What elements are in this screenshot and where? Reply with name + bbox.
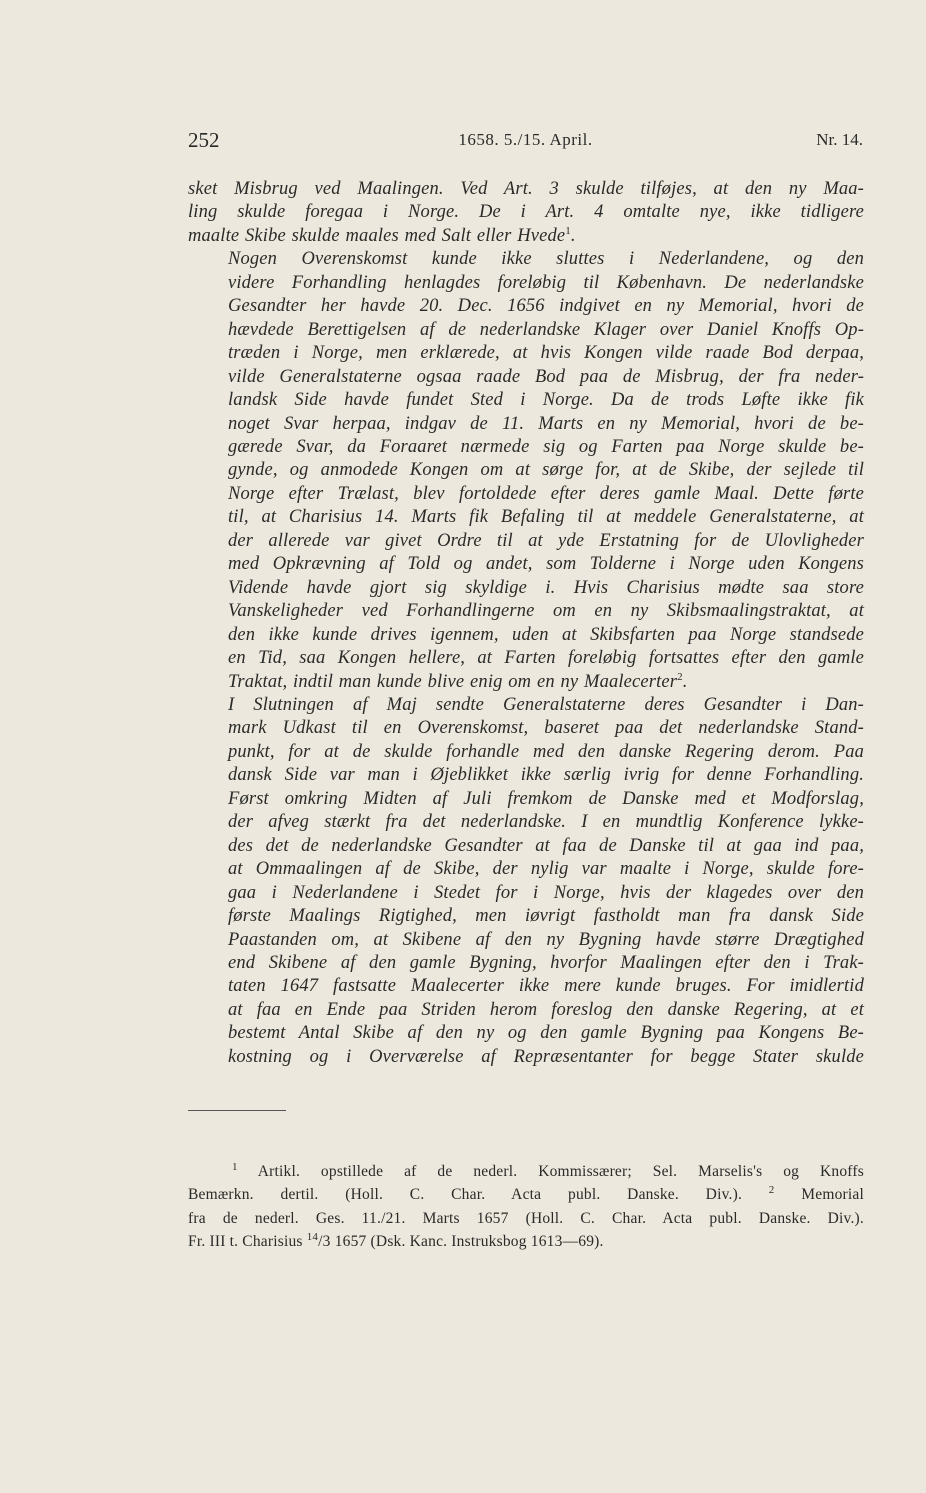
paragraph-3 [188,694,864,1069]
footnote-text: Artikl. opstillede af de nederl. Kommissærer; Sel. Marselis's og Knoffs [257,1163,864,1180]
paragraph-1 [188,178,864,248]
text-line: Vidende havde gjort sig skyldige i. Hvis Charisius mødte saa store [228,577,864,598]
text-line: gaa i Nederlandene i Stedet for i Norge, hvis der klagedes over den [228,882,864,903]
date-fraction-superscript: 14 [306,1231,319,1244]
text-line: første Maalings Rigtighed, men iøvrigt fastholdt man fra dansk Side [228,906,864,927]
text-line: videre Forhandling henlagdes foreløbig til København. De nederlandske [228,272,864,293]
punctuation: . [570,225,576,246]
text-line: hævdede Berettigelsen af de nederlandske Klager over Daniel Knoffs Op- [228,319,864,340]
text-line: Først omkring Midten af Juli fremkom de Danske med et Modforslag, [228,788,864,809]
footnote-line: fra de nederl. Ges. 11./21. Marts 1657 (Holl. C. Char. Acta publ. Danske. Div.). [188,1209,864,1227]
text-line: den ikke kunde drives igennem, uden at Skibsfarten paa Norge standsede [228,624,864,645]
footnote-text: Memorial [801,1186,864,1204]
text-line: Gesandter her havde 20. Dec. 1656 indgivet en ny Memorial, hvori de [228,296,864,317]
text-line: noget Svar herpaa, indgav de 11. Marts en ny Memorial, hvori de be- [228,413,864,434]
text-line: punkt, for at de skulde forhandle med den danske Regering derom. Paa [228,741,864,762]
text-line-with-footnote [188,671,864,694]
text-line: ling skulde foregaa i Norge. De i Art. 4 omtalte nye, ikke tidligere [188,202,864,223]
footnote-marker-2: 2 [768,1184,775,1197]
footnote-marker-1: 1 [232,1160,238,1173]
text-line: mark Udkast til en Overenskomst, baseret paa det nederlandske Stand- [228,718,864,739]
page-date: 1658. 5./15. April. [458,130,593,149]
footnote-reference-1: 1 [565,224,571,237]
text-line: landsk Side havde fundet Sted i Norge. Da de trods Løfte ikke fik [228,390,864,411]
footnote-text: Fr. III t. Charisius [188,1233,303,1251]
text-line: træden i Norge, men erklærede, at hvis Kongen vilde raade Bod derpaa, [228,343,864,364]
punctuation: . [682,671,688,692]
text-line: der afveg stærkt fra det nederlandske. I en mundtlig Konference lykke- [228,812,864,833]
footnote-text: Bemærkn. dertil. (Holl. C. Char. Acta publ. Danske. Div.). [188,1186,743,1204]
text-line: kostning og i Overværelse af Repræsentanter for begge Stater skulde [228,1046,864,1067]
text-line: sket Misbrug ved Maalingen. Ved Art. 3 skulde tilføjes, at den ny Maa- [188,179,864,199]
footnote-reference-2: 2 [677,670,683,683]
text-line: bestemt Antal Skibe af den ny og den gamle Bygning paa Kongens Be- [228,1023,864,1044]
text-line: der allerede var givet Ordre til at yde Erstatning for de Ulovligheder [228,530,864,551]
text-line: en Tid, saa Kongen hellere, at Farten foreløbig fortsattes efter den gamle [228,648,864,669]
text-line: Vanskeligheder ved Forhandlingerne om en ny Skibsmaalingstraktat, at [228,601,864,622]
footnote-line [188,1183,864,1206]
footnote-line [188,1230,864,1253]
text-line: dansk Side var man i Øjeblikket ikke særlig ivrig for denne Forhandling. [228,765,864,786]
main-text [188,178,864,1069]
text-line: end Skibene af den gamle Bygning, hvorfor Maalingen efter den i Trak- [228,952,864,973]
date-fraction: /3 [318,1233,331,1251]
text-line: Paastanden om, at Skibene af den ny Bygning havde større Drægtighed [228,929,864,950]
text-line: at Ommaalingen af de Skibe, der nylig var maalte i Norge, skulde fore- [228,859,864,880]
text-line: gynde, og anmodede Kongen om at sørge for, at de Skibe, der sejlede til [228,460,864,481]
text-line: gærede Svar, da Foraaret nærmede sig og Farten paa Norge skulde be- [228,436,864,457]
text-line: Nogen Overenskomst kunde ikke sluttes i Nederlandene, og den [228,249,864,270]
page-number: 252 [188,128,220,152]
footnotes [188,1160,864,1254]
text-line: maalte Skibe skulde maales med Salt eller Hvede [188,225,566,246]
page-header [188,128,863,156]
footnote-text: 1657 (Dsk. Kanc. Instruksbog 1613—69). [334,1233,604,1251]
text-line: Traktat, indtil man kunde blive enig om en ny Maalecerter [228,671,678,692]
footnote-divider [188,1110,286,1111]
text-line: til, at Charisius 14. Marts fik Befaling til at meddele Generalstaterne, at [228,507,864,528]
text-line: med Opkrævning af Told og andet, som Tolderne i Norge uden Kongens [228,554,864,575]
document-number: Nr. 14. [816,130,863,149]
text-line: at faa en Ende paa Striden herom foreslog den danske Regering, at et [228,999,864,1020]
paragraph-2 [188,248,864,694]
text-line: des det de nederlandske Gesandter at faa de Danske til at gaa ind paa, [228,835,864,856]
text-line: vilde Generalstaterne ogsaa raade Bod paa de Misbrug, der fra neder- [228,366,864,387]
text-line-with-footnote [188,225,864,248]
text-line: I Slutningen af Maj sendte Generalstaterne deres Gesandter i Dan- [228,694,864,715]
text-line: taten 1647 fastsatte Maalecerter ikke mere kunde bruges. For imidlertid [228,976,864,997]
footnote-1-line [188,1160,864,1183]
text-line: Norge efter Trælast, blev fortoldede efter deres gamle Maal. Dette førte [228,483,864,504]
